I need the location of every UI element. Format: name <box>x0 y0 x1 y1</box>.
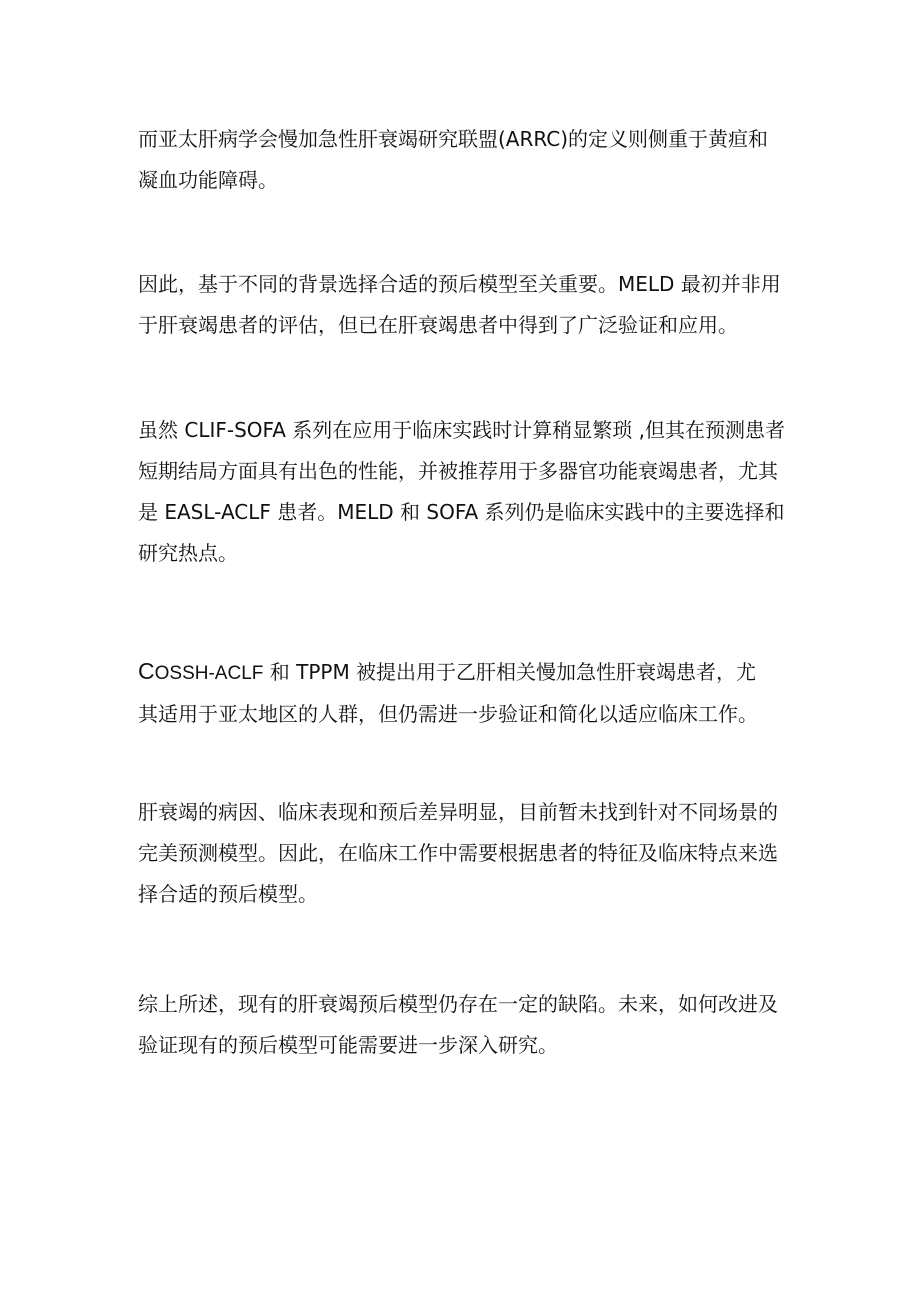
text-line: 验证现有的预后模型可能需要进一步深入研究。 <box>138 1033 558 1057</box>
text-line: 研究热点。 <box>138 541 238 565</box>
cossh-initial: C <box>138 658 155 684</box>
text-line: 肝衰竭的病因、临床表现和预后差异明显，目前暂未找到针对不同场景的 <box>138 800 778 824</box>
cossh-middle: OSSH-AC <box>154 663 242 684</box>
text-line: 而亚太肝病学会慢加急性肝衰竭研究联盟(ARRC)的定义则侧重于黄疸和 <box>138 127 769 151</box>
text-line: 其适用于亚太地区的人群，但仍需进一步验证和简化以适应临床工作。 <box>138 702 758 726</box>
text-line: 于肝衰竭患者的评估，但已在肝衰竭患者中得到了广泛验证和应用。 <box>138 313 738 337</box>
paragraph-meld-background <box>138 264 784 346</box>
text-line: 虽然 CLIF-SOFA 系列在应用于临床实践时计算稍显繁琐 ,但其在预测患者 <box>138 418 785 442</box>
paragraph-cossh-tppm <box>138 651 784 735</box>
text-line: 因此，基于不同的背景选择合适的预后模型至关重要。MELD 最初并非用 <box>138 272 781 296</box>
text-line: 凝血功能障碍。 <box>138 168 278 192</box>
text-line: 择合适的预后模型。 <box>138 882 318 906</box>
cossh-suffix: LF <box>241 663 264 684</box>
text-line: 完美预测模型。因此，在临床工作中需要根据患者的特征及临床特点来选 <box>138 841 778 865</box>
text-line: 是 EASL-ACLF 患者。MELD 和 SOFA 系列仍是临床实践中的主要选择和 <box>138 500 785 524</box>
paragraph-aarc-definition <box>138 119 784 201</box>
paragraph-summary <box>138 984 784 1066</box>
text-line: 短期结局方面具有出色的性能，并被推荐用于多器官功能衰竭患者，尤其 <box>138 459 778 483</box>
cossh-line-rest: 和 TPPM 被提出用于乙肝相关慢加急性肝衰竭患者，尤 <box>263 660 757 684</box>
text-line <box>138 651 784 694</box>
paragraph-etiology <box>138 792 784 915</box>
text-line: 综上所述，现有的肝衰竭预后模型仍存在一定的缺陷。未来，如何改进及 <box>138 992 778 1016</box>
paragraph-clif-sofa <box>138 410 784 574</box>
